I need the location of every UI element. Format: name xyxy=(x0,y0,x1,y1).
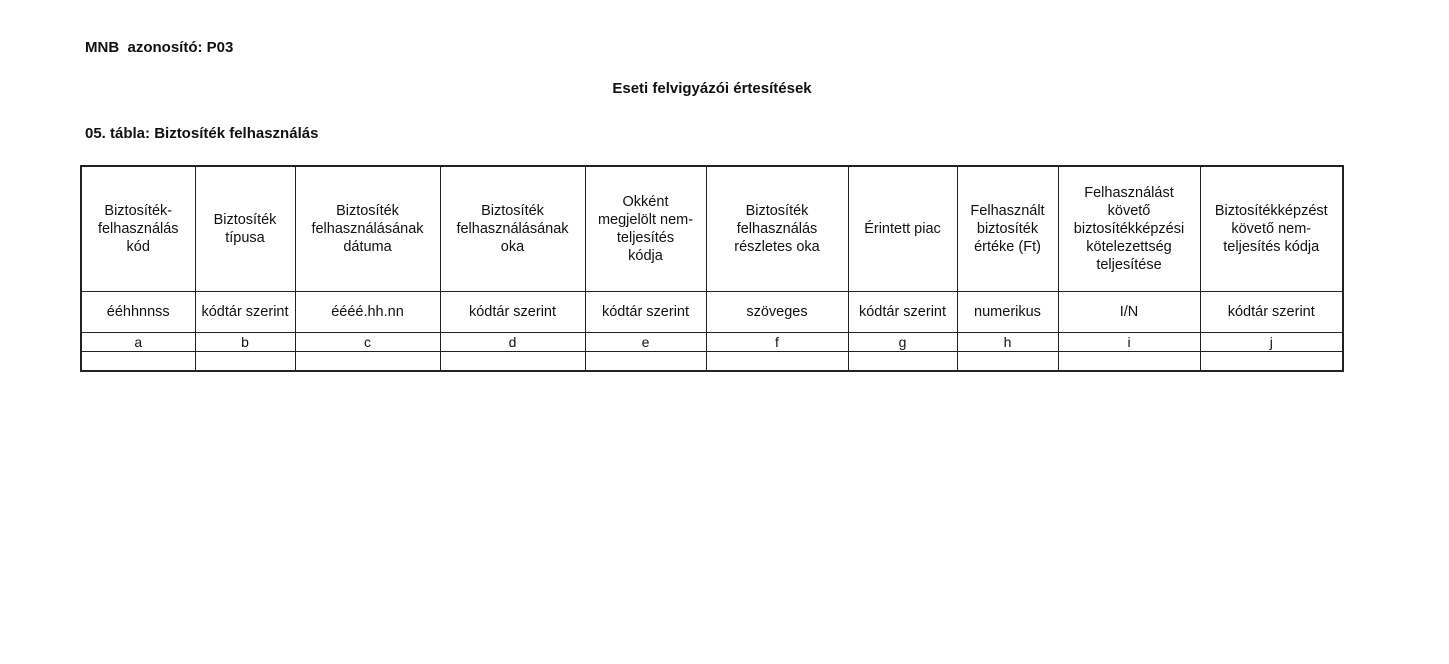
header-line: típusa xyxy=(225,230,265,246)
header-row xyxy=(81,166,1343,292)
format-row xyxy=(81,292,1343,333)
header-line: felhasználás xyxy=(97,221,179,237)
header-line: biztosítékképzési xyxy=(1073,221,1185,237)
header-line: teljesítés xyxy=(616,230,675,246)
header-cell-d xyxy=(440,166,585,292)
header-line: Biztosíték xyxy=(336,203,399,219)
header-cell-j xyxy=(1200,166,1343,292)
format-cell: kódtár szerint xyxy=(848,292,957,333)
header-cell-h xyxy=(957,166,1058,292)
header-line: követő nem- xyxy=(1231,221,1312,237)
header-line: dátuma xyxy=(343,239,392,255)
data-cell-e[interactable] xyxy=(585,352,706,372)
column-letter: f xyxy=(706,333,848,352)
column-letter: j xyxy=(1200,333,1343,352)
header-line: Biztosíték- xyxy=(104,203,173,219)
format-cell: kódtár szerint xyxy=(195,292,295,333)
header-line: kötelezettség xyxy=(1086,239,1172,255)
format-cell: éééé.hh.nn xyxy=(295,292,440,333)
header-line: Biztosíték xyxy=(481,203,544,219)
header-line: kód xyxy=(126,239,150,255)
table-title: 05. tábla: Biztosíték felhasználás xyxy=(85,125,319,142)
column-letter: h xyxy=(957,333,1058,352)
column-letter: d xyxy=(440,333,585,352)
column-letter: c xyxy=(295,333,440,352)
format-cell: kódtár szerint xyxy=(585,292,706,333)
data-cell-i[interactable] xyxy=(1058,352,1200,372)
header-line: felhasználásának xyxy=(456,221,569,237)
header-line: értéke (Ft) xyxy=(974,239,1041,255)
header-line: Felhasználást xyxy=(1084,185,1174,201)
collateral-usage-table xyxy=(80,165,1344,372)
header-line: biztosíték xyxy=(976,221,1039,237)
header-line: Felhasznált xyxy=(970,203,1045,219)
format-cell: szöveges xyxy=(706,292,848,333)
header-cell-c xyxy=(295,166,440,292)
column-letter: e xyxy=(585,333,706,352)
header-line: részletes oka xyxy=(734,239,820,255)
header-cell-f xyxy=(706,166,848,292)
data-cell-b[interactable] xyxy=(195,352,295,372)
format-cell: kódtár szerint xyxy=(440,292,585,333)
format-cell: kódtár szerint xyxy=(1200,292,1343,333)
format-cell: I/N xyxy=(1058,292,1200,333)
header-line: megjelölt nem- xyxy=(597,212,694,228)
header-cell-e xyxy=(585,166,706,292)
header-cell-i xyxy=(1058,166,1200,292)
header-cell-g xyxy=(848,166,957,292)
header-cell-a xyxy=(81,166,195,292)
column-letter: a xyxy=(81,333,195,352)
header-line: Biztosíték xyxy=(745,203,809,219)
column-letter-row xyxy=(81,333,1343,352)
document-title: Eseti felvigyázói értesítések xyxy=(612,80,812,97)
data-cell-a[interactable] xyxy=(81,352,195,372)
data-cell-j[interactable] xyxy=(1200,352,1343,372)
header-line: követő xyxy=(1107,203,1151,219)
header-line: Okként xyxy=(622,194,669,210)
data-cell-d[interactable] xyxy=(440,352,585,372)
header-line: Biztosítékképzést xyxy=(1214,203,1328,219)
column-letter: i xyxy=(1058,333,1200,352)
header-line: teljesítése xyxy=(1096,257,1162,273)
data-cell-h[interactable] xyxy=(957,352,1058,372)
header-line: felhasználás xyxy=(736,221,818,237)
header-cell-b xyxy=(195,166,295,292)
header-line: Biztosíték xyxy=(213,212,277,228)
data-cell-g[interactable] xyxy=(848,352,957,372)
header-line: Érintett piac xyxy=(864,221,941,237)
header-line: kódja xyxy=(628,248,663,264)
format-cell: ééhhnnss xyxy=(81,292,195,333)
data-cell-c[interactable] xyxy=(295,352,440,372)
header-line: felhasználásának xyxy=(311,221,424,237)
mnb-identifier: MNB azonosító: P03 xyxy=(85,39,234,56)
column-letter: b xyxy=(195,333,295,352)
data-cell-f[interactable] xyxy=(706,352,848,372)
header-line: oka xyxy=(500,239,525,255)
format-cell: numerikus xyxy=(957,292,1058,333)
header-line: teljesítés kódja xyxy=(1223,239,1320,255)
column-letter: g xyxy=(848,333,957,352)
empty-data-row xyxy=(81,352,1343,372)
